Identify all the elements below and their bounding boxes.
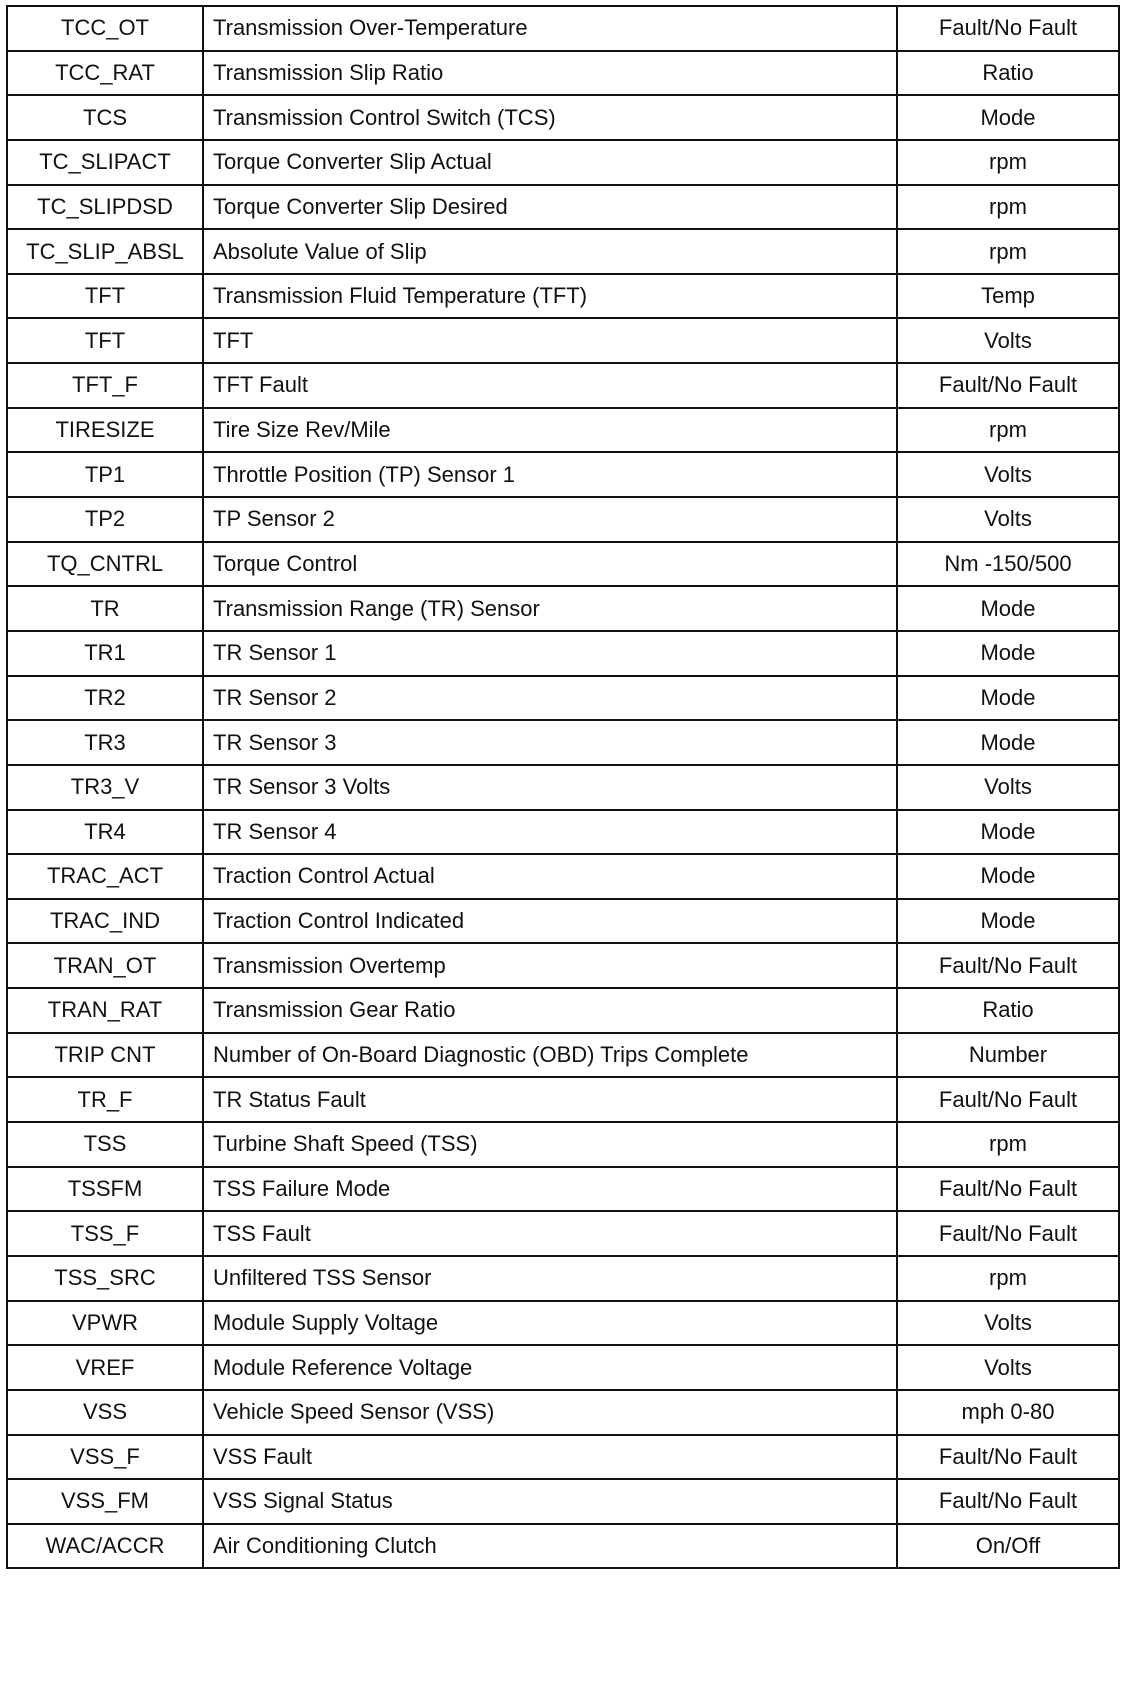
units-cell: Mode — [897, 631, 1119, 676]
parameter-cell: TSSFM — [7, 1167, 203, 1212]
description-cell: Absolute Value of Slip — [203, 229, 897, 274]
table-row — [7, 631, 1119, 676]
parameter-cell: TC_SLIPACT — [7, 140, 203, 185]
description-cell: TSS Fault — [203, 1211, 897, 1256]
units-cell: Fault/No Fault — [897, 1479, 1119, 1524]
units-cell: mph 0-80 — [897, 1390, 1119, 1435]
table-row — [7, 1345, 1119, 1390]
description-cell: Turbine Shaft Speed (TSS) — [203, 1122, 897, 1167]
units-cell: Number — [897, 1033, 1119, 1078]
parameter-cell: TP1 — [7, 452, 203, 497]
description-cell: Unfiltered TSS Sensor — [203, 1256, 897, 1301]
units-cell: Volts — [897, 318, 1119, 363]
table-row — [7, 676, 1119, 721]
units-cell: On/Off — [897, 1524, 1119, 1569]
description-cell: Torque Control — [203, 542, 897, 587]
description-cell: TR Sensor 4 — [203, 810, 897, 855]
parameter-cell: VREF — [7, 1345, 203, 1390]
parameter-cell: TSS — [7, 1122, 203, 1167]
description-cell: Transmission Slip Ratio — [203, 51, 897, 96]
parameter-cell: TCC_RAT — [7, 51, 203, 96]
parameter-cell: VPWR — [7, 1301, 203, 1346]
parameter-cell: VSS_F — [7, 1435, 203, 1480]
parameter-cell: TP2 — [7, 497, 203, 542]
parameter-cell: TR4 — [7, 810, 203, 855]
table-row — [7, 1435, 1119, 1480]
parameter-cell: VSS_FM — [7, 1479, 203, 1524]
description-cell: TFT Fault — [203, 363, 897, 408]
table-row — [7, 452, 1119, 497]
description-cell: Transmission Over-Temperature — [203, 6, 897, 51]
table-row — [7, 6, 1119, 51]
parameter-cell: TRAN_RAT — [7, 988, 203, 1033]
units-cell: Nm -150/500 — [897, 542, 1119, 587]
description-cell: VSS Fault — [203, 1435, 897, 1480]
table-row — [7, 1122, 1119, 1167]
description-cell: Module Reference Voltage — [203, 1345, 897, 1390]
table-row — [7, 363, 1119, 408]
table-row — [7, 408, 1119, 453]
table-row — [7, 1211, 1119, 1256]
table-row — [7, 1033, 1119, 1078]
table-row — [7, 542, 1119, 587]
parameter-cell: TR3 — [7, 720, 203, 765]
description-cell: TR Sensor 3 Volts — [203, 765, 897, 810]
units-cell: Mode — [897, 899, 1119, 944]
units-cell: Fault/No Fault — [897, 6, 1119, 51]
units-cell: Mode — [897, 676, 1119, 721]
units-cell: Mode — [897, 95, 1119, 140]
units-cell: Ratio — [897, 988, 1119, 1033]
table-row — [7, 1390, 1119, 1435]
units-cell: Fault/No Fault — [897, 1167, 1119, 1212]
table-row — [7, 229, 1119, 274]
units-cell: rpm — [897, 408, 1119, 453]
description-cell: TFT — [203, 318, 897, 363]
units-cell: Volts — [897, 452, 1119, 497]
units-cell: Fault/No Fault — [897, 1435, 1119, 1480]
parameter-cell: TIRESIZE — [7, 408, 203, 453]
table-row — [7, 943, 1119, 988]
table-row — [7, 274, 1119, 319]
table-row — [7, 140, 1119, 185]
table-row — [7, 1167, 1119, 1212]
table-row — [7, 988, 1119, 1033]
parameter-table-body — [7, 6, 1119, 1568]
table-row — [7, 810, 1119, 855]
parameter-cell: TR3_V — [7, 765, 203, 810]
description-cell: TR Sensor 2 — [203, 676, 897, 721]
table-row — [7, 51, 1119, 96]
parameter-cell: TRAN_OT — [7, 943, 203, 988]
table-row — [7, 854, 1119, 899]
description-cell: TR Sensor 3 — [203, 720, 897, 765]
parameter-cell: TR_F — [7, 1077, 203, 1122]
description-cell: TP Sensor 2 — [203, 497, 897, 542]
description-cell: VSS Signal Status — [203, 1479, 897, 1524]
units-cell: Fault/No Fault — [897, 363, 1119, 408]
parameter-cell: TR2 — [7, 676, 203, 721]
parameter-cell: TFT — [7, 318, 203, 363]
description-cell: Air Conditioning Clutch — [203, 1524, 897, 1569]
description-cell: Throttle Position (TP) Sensor 1 — [203, 452, 897, 497]
table-row — [7, 95, 1119, 140]
units-cell: Volts — [897, 497, 1119, 542]
units-cell: rpm — [897, 185, 1119, 230]
description-cell: Vehicle Speed Sensor (VSS) — [203, 1390, 897, 1435]
parameter-cell: TR — [7, 586, 203, 631]
table-row — [7, 185, 1119, 230]
description-cell: Tire Size Rev/Mile — [203, 408, 897, 453]
table-row — [7, 899, 1119, 944]
units-cell: rpm — [897, 1256, 1119, 1301]
table-row — [7, 765, 1119, 810]
parameter-table — [6, 5, 1120, 1569]
units-cell: Volts — [897, 765, 1119, 810]
parameter-cell: TSS_F — [7, 1211, 203, 1256]
description-cell: TSS Failure Mode — [203, 1167, 897, 1212]
table-row — [7, 1524, 1119, 1569]
description-cell: Torque Converter Slip Actual — [203, 140, 897, 185]
parameter-cell: TCS — [7, 95, 203, 140]
parameter-cell: TC_SLIPDSD — [7, 185, 203, 230]
description-cell: Transmission Control Switch (TCS) — [203, 95, 897, 140]
parameter-cell: TRIP CNT — [7, 1033, 203, 1078]
parameter-cell: VSS — [7, 1390, 203, 1435]
description-cell: Torque Converter Slip Desired — [203, 185, 897, 230]
description-cell: Module Supply Voltage — [203, 1301, 897, 1346]
description-cell: Transmission Gear Ratio — [203, 988, 897, 1033]
description-cell: Transmission Overtemp — [203, 943, 897, 988]
units-cell: rpm — [897, 1122, 1119, 1167]
parameter-cell: TC_SLIP_ABSL — [7, 229, 203, 274]
description-cell: Transmission Fluid Temperature (TFT) — [203, 274, 897, 319]
description-cell: Transmission Range (TR) Sensor — [203, 586, 897, 631]
description-cell: TR Status Fault — [203, 1077, 897, 1122]
units-cell: rpm — [897, 229, 1119, 274]
parameter-cell: TRAC_ACT — [7, 854, 203, 899]
units-cell: Mode — [897, 810, 1119, 855]
parameter-cell: TFT_F — [7, 363, 203, 408]
description-cell: TR Sensor 1 — [203, 631, 897, 676]
parameter-cell: TSS_SRC — [7, 1256, 203, 1301]
units-cell: rpm — [897, 140, 1119, 185]
units-cell: Mode — [897, 586, 1119, 631]
description-cell: Traction Control Actual — [203, 854, 897, 899]
table-row — [7, 720, 1119, 765]
units-cell: Temp — [897, 274, 1119, 319]
parameter-cell: TCC_OT — [7, 6, 203, 51]
units-cell: Volts — [897, 1345, 1119, 1390]
table-row — [7, 586, 1119, 631]
description-cell: Number of On-Board Diagnostic (OBD) Trips Complete — [203, 1033, 897, 1078]
table-row — [7, 1077, 1119, 1122]
table-row — [7, 1301, 1119, 1346]
table-row — [7, 1256, 1119, 1301]
parameter-cell: TFT — [7, 274, 203, 319]
table-row — [7, 318, 1119, 363]
units-cell: Mode — [897, 854, 1119, 899]
units-cell: Mode — [897, 720, 1119, 765]
units-cell: Volts — [897, 1301, 1119, 1346]
units-cell: Fault/No Fault — [897, 1077, 1119, 1122]
units-cell: Fault/No Fault — [897, 1211, 1119, 1256]
parameter-cell: TRAC_IND — [7, 899, 203, 944]
parameter-cell: TR1 — [7, 631, 203, 676]
units-cell: Fault/No Fault — [897, 943, 1119, 988]
units-cell: Ratio — [897, 51, 1119, 96]
parameter-cell: WAC/ACCR — [7, 1524, 203, 1569]
description-cell: Traction Control Indicated — [203, 899, 897, 944]
table-row — [7, 497, 1119, 542]
table-row — [7, 1479, 1119, 1524]
parameter-cell: TQ_CNTRL — [7, 542, 203, 587]
